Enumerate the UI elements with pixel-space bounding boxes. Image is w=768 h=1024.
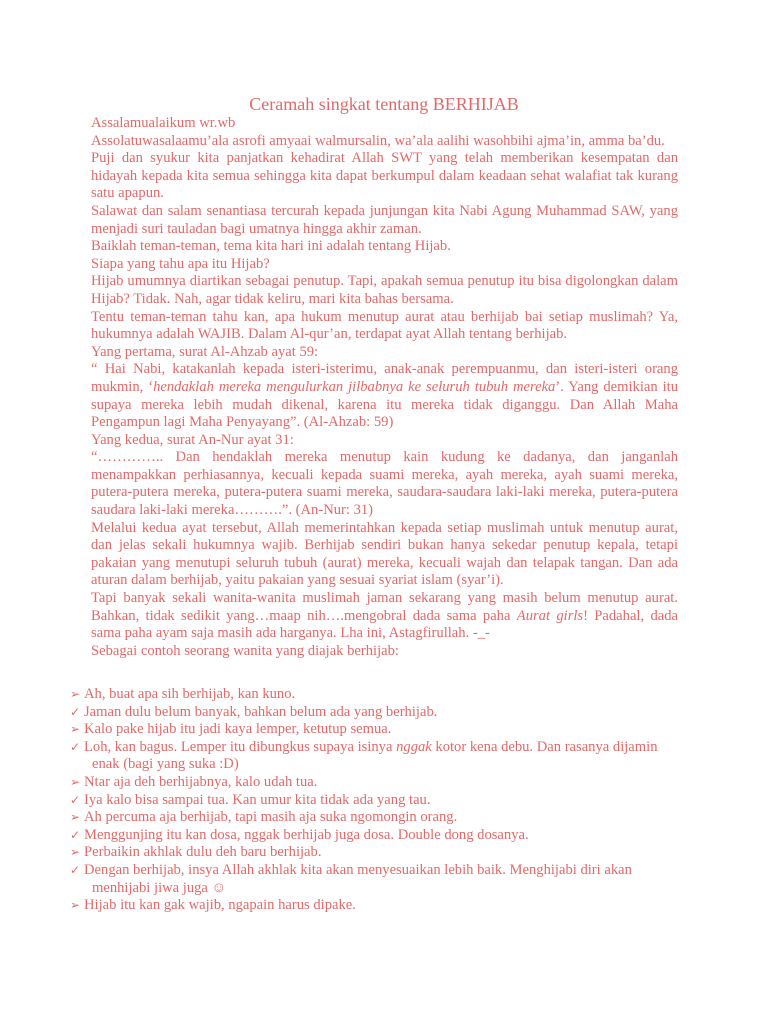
document-title: Ceramah singkat tentang BERHIJAB — [249, 94, 519, 114]
list-item — [70, 844, 678, 862]
list-item-text: Ah, buat apa sih berhijab, kan kuno. — [84, 686, 296, 702]
list-item-text: Hijab itu kan gak wajib, ngapain harus dipake. — [84, 897, 356, 914]
arrow-bullet-icon: ➢ — [70, 898, 81, 913]
check-bullet-icon: ✓ — [70, 792, 81, 807]
arrow-bullet-icon: ➢ — [70, 845, 81, 860]
paragraph-aurat — [91, 590, 678, 643]
aurat-text: ! Padahal, dada sama paha ayam saja masih ada harganya. Lha ini, Astagfirullah. -_- — [91, 607, 678, 642]
check-bullet-icon: ✓ — [70, 827, 81, 842]
arrow-bullet-icon: ➢ — [70, 687, 81, 701]
arrow-bullet-icon: ➢ — [70, 722, 81, 737]
paragraph-first-verse: Yang pertama, surat Al-Ahzab ayat 59: — [91, 343, 319, 360]
paragraph-explanation: Melalui kedua ayat tersebut, Allah memerintahkan kepada setiap muslimah untuk menutup aurat, dan jelas sekali hukumnya wajib. Berhijab sendiri bukan hanya sekedar penutup kepala, tetapi pakaian yang menutupi seluruh tubuh (aurat) mereka, kecuali wajah dan telapak tangan. Dan ada aturan dalam berhijab, yaitu pakaian yang sesuai syariat islam (syar’i). — [91, 519, 678, 589]
paragraph-dialog-intro: Sebagai contoh seorang wanita yang diajak berhijab: — [91, 642, 399, 659]
list-item — [70, 809, 678, 827]
paragraph-praise: Puji dan syukur kita panjatkan kehadirat Allah SWT yang telah memberikan kesempatan dan hidayah kepada kita semua sehingga kita dapat berkumpul dalam keadaan sehat walafiat tak kurang satu apapun. — [91, 150, 678, 202]
document-body — [91, 115, 678, 660]
list-item-text: Perbaikin akhlak dulu deh baru berhijab. — [84, 844, 322, 861]
aurat-text: Tapi banyak sekali wanita-wanita muslimah jaman sekarang yang masih belum menutup aurat. Bahkan, tidak sedikit yang…maap nih….mengobral dada sama paha — [91, 590, 678, 624]
check-bullet-icon: ✓ — [70, 862, 81, 877]
quote-text: ’. Yang demikian itu supaya mereka lebih mudah dikenal, karena itu mereka tidak diganggu. Dan Allah Maha Pengampun lagi Maha Penyayang”. (Al-Ahzab: 59) — [91, 378, 678, 431]
quote-text: “ Hai Nabi, katakanlah kepada isteri-isterimu, anak-anak perempuanmu, dan isteri-isteri orang mukmin, ‘ — [91, 361, 678, 395]
list-item — [70, 862, 678, 897]
list-item — [70, 721, 678, 739]
list-item — [70, 686, 678, 704]
paragraph-question: Siapa yang tahu apa itu Hijab? — [91, 255, 270, 272]
list-item-italic: nggak — [396, 738, 432, 755]
list-item — [70, 739, 678, 774]
list-item-continuation: menhijabi jiwa juga ☺ — [92, 879, 227, 896]
check-bullet-icon: ✓ — [70, 739, 81, 754]
paragraph-second-verse: Yang kedua, surat An-Nur ayat 31: — [91, 431, 294, 448]
list-item — [70, 827, 678, 845]
arrow-bullet-icon: ➢ — [70, 810, 81, 825]
list-item-text: Ah percuma aja berhijab, tapi masih aja suka ngomongin orang. — [84, 809, 458, 826]
paragraph-theme: Baiklah teman-teman, tema kita hari ini adalah tentang Hijab. — [91, 238, 451, 255]
quote-italic: hendaklah mereka mengulurkan jilbabnya ke seluruh tubuh mereka — [153, 378, 556, 395]
aurat-italic: Aurat girls — [516, 607, 584, 624]
paragraph-greeting: Assalamualaikum wr.wb — [91, 115, 236, 131]
list-item-text: Iya kalo bisa sampai tua. Kan umur kita tidak ada yang tau. — [84, 791, 431, 808]
list-item — [70, 897, 678, 915]
dialog-list — [70, 686, 678, 915]
quote-al-ahzab — [91, 361, 678, 431]
list-item — [70, 774, 678, 792]
list-item-text: Jaman dulu belum banyak, bahkan belum ada yang berhijab. — [84, 703, 438, 720]
paragraph-definition: Hijab umumnya diartikan sebagai penutup. Tapi, apakah semua penutup itu bisa digolongkan dalam Hijab? Tidak. Nah, agar tidak keliru, mari kita bahas bersama. — [91, 273, 678, 307]
list-item — [70, 704, 678, 722]
check-bullet-icon: ✓ — [70, 704, 81, 719]
list-item — [70, 792, 678, 810]
list-item-text: Menggunjing itu kan dosa, nggak berhijab juga dosa. Double dong dosanya. — [84, 826, 529, 843]
list-item-text: Loh, kan bagus. Lemper itu dibungkus supaya isinya — [84, 738, 397, 755]
quote-an-nur: “………….. Dan hendaklah mereka menutup kain kudung ke dadanya, dan janganlah menampakkan perhiasannya, kecuali kepada suami mereka, ayah mereka, ayah suami mereka, putera-putera mereka, putera-putera suami mereka, saudara-saudara laki-laki mereka, putera-putera saudara laki-laki mereka……….”. (An-Nur: 31) — [91, 449, 678, 519]
paragraph-salawat: Salawat dan salam senantiasa tercurah kepada junjungan kita Nabi Agung Muhammad SAW, yang menjadi suri tauladan bagi umatnya hingga akhir zaman. — [91, 202, 678, 237]
list-item-text: Dengan berhijab, insya Allah akhlak kita akan menyesuaikan lebih baik. Menghijabi diri akan — [84, 861, 632, 878]
list-item-text: Kalo pake hijab itu jadi kaya lemper, ketutup semua. — [84, 721, 392, 738]
paragraph-salutation: Assolatuwasalaamu’ala asrofi amyaai walmursalin, wa’ala aalihi wasohbihi ajma’in, amma ba’du. — [91, 132, 665, 149]
list-item-text: Ntar aja deh berhijabnya, kalo udah tua. — [84, 773, 318, 790]
list-item-text: kotor kena debu. Dan rasanya dijamin — [431, 738, 658, 755]
arrow-bullet-icon: ➢ — [70, 774, 81, 789]
list-item-continuation: enak (bagi yang suka :D) — [92, 756, 239, 773]
paragraph-law: Tentu teman-teman tahu kan, apa hukum menutup aurat atau berhijab bai setiap muslimah? Ya, hukumnya adalah WAJIB. Dalam Al-qur’an, terdapat ayat Allah tentang berhijab. — [91, 308, 678, 343]
